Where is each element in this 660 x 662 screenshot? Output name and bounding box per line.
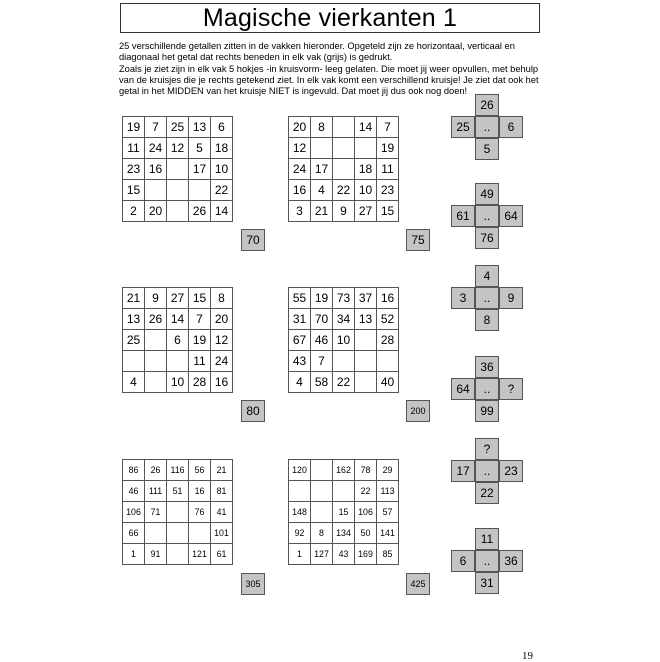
square-cell[interactable]: 10 xyxy=(211,159,233,180)
square-cell[interactable]: 1 xyxy=(123,544,145,565)
cross-right: 36 xyxy=(499,550,523,572)
square-cell[interactable]: 134 xyxy=(333,523,355,544)
table-row xyxy=(289,544,399,565)
square-cell[interactable] xyxy=(355,372,377,393)
table-row xyxy=(289,460,399,481)
cross-top: 49 xyxy=(475,183,499,205)
square-cell[interactable]: 148 xyxy=(289,502,311,523)
table-row xyxy=(123,502,233,523)
table-row xyxy=(289,159,399,180)
square-cell[interactable]: 15 xyxy=(377,201,399,222)
square-cell[interactable]: 51 xyxy=(167,481,189,502)
square-cell[interactable]: 3 xyxy=(289,201,311,222)
table-row xyxy=(289,201,399,222)
table-row xyxy=(123,330,233,351)
square-cell[interactable]: 43 xyxy=(289,351,311,372)
cross-right: 6 xyxy=(499,116,523,138)
cross-center: .. xyxy=(475,550,499,572)
magic-sum-badge: 305 xyxy=(241,573,265,595)
square-cell[interactable]: 20 xyxy=(211,309,233,330)
square-cell[interactable]: 46 xyxy=(123,481,145,502)
square-cell[interactable]: 10 xyxy=(333,330,355,351)
square-cell[interactable]: 50 xyxy=(355,523,377,544)
square-cell[interactable]: 19 xyxy=(189,330,211,351)
table-row xyxy=(123,372,233,393)
square-cell[interactable] xyxy=(377,351,399,372)
cross-bottom: 8 xyxy=(475,309,499,331)
square-cell[interactable]: 15 xyxy=(333,502,355,523)
table-row xyxy=(123,180,233,201)
cross-right: ? xyxy=(499,378,523,400)
square-cell[interactable] xyxy=(189,523,211,544)
square-cell[interactable]: 9 xyxy=(333,201,355,222)
square-cell[interactable]: 8 xyxy=(311,117,333,138)
square-cell[interactable]: 113 xyxy=(377,481,399,502)
square-cell[interactable]: 127 xyxy=(311,544,333,565)
square-cell[interactable] xyxy=(167,523,189,544)
square-cell[interactable]: 11 xyxy=(123,138,145,159)
square-cell[interactable]: 67 xyxy=(289,330,311,351)
intro-paragraph-2: Zoals je ziet zijn in elk vak 5 hokjes -in kruisvorm- leeg gelaten. Die moet jij weer opvullen, met behulp van de kruisjes die je rechts getekend ziet. In elk vak komt een verschillend kruisje! Je ziet dat ook het getal in het MIDDEN van het kruisje NIET is ingevuld. Dat moet jij dus ook nog doen! xyxy=(119,63,539,97)
square-cell[interactable]: 16 xyxy=(189,481,211,502)
table-row xyxy=(123,117,233,138)
square-cell[interactable]: 141 xyxy=(377,523,399,544)
cross-top: 26 xyxy=(475,94,499,116)
square-cell[interactable]: 37 xyxy=(355,288,377,309)
square-cell[interactable]: 71 xyxy=(145,502,167,523)
square-cell[interactable]: 7 xyxy=(189,309,211,330)
square-cell[interactable]: 20 xyxy=(145,201,167,222)
square-cell[interactable]: 13 xyxy=(355,309,377,330)
square-cell[interactable]: 22 xyxy=(355,481,377,502)
table-row xyxy=(289,523,399,544)
square-cell[interactable]: 12 xyxy=(289,138,311,159)
table-row xyxy=(289,309,399,330)
square-cell[interactable]: 55 xyxy=(289,288,311,309)
square-cell[interactable]: 24 xyxy=(211,351,233,372)
square-cell[interactable] xyxy=(145,523,167,544)
table-row xyxy=(123,351,233,372)
square-cell[interactable]: 12 xyxy=(211,330,233,351)
square-cell[interactable] xyxy=(167,544,189,565)
square-cell[interactable] xyxy=(355,351,377,372)
magic-square-3 xyxy=(122,287,233,393)
square-cell[interactable]: 40 xyxy=(377,372,399,393)
square-cell[interactable]: 31 xyxy=(289,309,311,330)
square-cell[interactable]: 12 xyxy=(167,138,189,159)
intro-paragraph-1: 25 verschillende getallen zitten in de vakken hieronder. Opgeteld zijn ze horizontaal, verticaal en diagonaal het getal dat rechts beneden in elk vak (grijs) is gedrukt. xyxy=(119,41,515,63)
cross-left: 61 xyxy=(451,205,475,227)
magic-sum-badge: 425 xyxy=(406,573,430,595)
square-cell[interactable] xyxy=(333,117,355,138)
cross-top: 4 xyxy=(475,265,499,287)
square-cell[interactable] xyxy=(355,330,377,351)
table-row xyxy=(289,502,399,523)
square-cell[interactable] xyxy=(333,481,355,502)
square-cell[interactable]: 120 xyxy=(289,460,311,481)
square-cell[interactable]: 22 xyxy=(333,180,355,201)
square-cell[interactable]: 52 xyxy=(377,309,399,330)
square-cell[interactable] xyxy=(145,330,167,351)
square-cell[interactable]: 101 xyxy=(211,523,233,544)
square-cell[interactable]: 116 xyxy=(167,460,189,481)
square-cell[interactable]: 57 xyxy=(377,502,399,523)
square-cell[interactable]: 21 xyxy=(211,460,233,481)
square-cell[interactable]: 106 xyxy=(355,502,377,523)
square-cell[interactable]: 111 xyxy=(145,481,167,502)
square-cell[interactable]: 76 xyxy=(189,502,211,523)
square-cell[interactable] xyxy=(167,351,189,372)
square-cell[interactable]: 19 xyxy=(123,117,145,138)
square-cell[interactable]: 4 xyxy=(311,180,333,201)
square-cell[interactable]: 6 xyxy=(167,330,189,351)
cross-right: 64 xyxy=(499,205,523,227)
square-cell[interactable]: 20 xyxy=(289,117,311,138)
square-cell[interactable]: 27 xyxy=(167,288,189,309)
square-cell[interactable]: 169 xyxy=(355,544,377,565)
cross-center: .. xyxy=(475,460,499,482)
page-number: 19 xyxy=(522,650,533,662)
cross-left: 3 xyxy=(451,287,475,309)
square-cell[interactable]: 26 xyxy=(145,460,167,481)
square-cell[interactable]: 7 xyxy=(311,351,333,372)
square-cell[interactable]: 14 xyxy=(355,117,377,138)
cross-top: 36 xyxy=(475,356,499,378)
square-cell[interactable]: 46 xyxy=(311,330,333,351)
magic-sum-badge: 200 xyxy=(406,400,430,422)
square-cell[interactable]: 162 xyxy=(333,460,355,481)
table-row xyxy=(289,372,399,393)
square-cell[interactable]: 86 xyxy=(123,460,145,481)
square-cell[interactable] xyxy=(333,351,355,372)
square-cell[interactable]: 34 xyxy=(333,309,355,330)
square-cell[interactable] xyxy=(311,481,333,502)
square-cell[interactable] xyxy=(123,351,145,372)
square-cell[interactable]: 92 xyxy=(289,523,311,544)
square-cell[interactable]: 28 xyxy=(189,372,211,393)
square-cell[interactable]: 13 xyxy=(189,117,211,138)
square-cell[interactable]: 15 xyxy=(123,180,145,201)
square-cell[interactable]: 81 xyxy=(211,481,233,502)
square-cell[interactable]: 10 xyxy=(355,180,377,201)
cross-left: 17 xyxy=(451,460,475,482)
square-cell[interactable]: 56 xyxy=(189,460,211,481)
square-cell[interactable]: 91 xyxy=(145,544,167,565)
cross-bottom: 22 xyxy=(475,482,499,504)
square-cell[interactable]: 8 xyxy=(211,288,233,309)
square-cell[interactable] xyxy=(145,372,167,393)
cross-left: 6 xyxy=(451,550,475,572)
square-cell[interactable]: 8 xyxy=(311,523,333,544)
cross-bottom: 31 xyxy=(475,572,499,594)
cross-left: 64 xyxy=(451,378,475,400)
table-row xyxy=(123,201,233,222)
square-cell[interactable] xyxy=(355,138,377,159)
table-row xyxy=(123,138,233,159)
square-cell[interactable]: 19 xyxy=(377,138,399,159)
square-cell[interactable]: 14 xyxy=(211,201,233,222)
table-row xyxy=(123,523,233,544)
square-cell[interactable]: 73 xyxy=(333,288,355,309)
cross-top: ? xyxy=(475,438,499,460)
square-cell[interactable]: 22 xyxy=(333,372,355,393)
cross-center: .. xyxy=(475,287,499,309)
square-cell[interactable]: 2 xyxy=(123,201,145,222)
intro-text xyxy=(119,41,549,97)
table-row xyxy=(123,159,233,180)
cross-bottom: 99 xyxy=(475,400,499,422)
square-cell[interactable]: 106 xyxy=(123,502,145,523)
square-cell[interactable] xyxy=(333,138,355,159)
square-cell[interactable]: 7 xyxy=(377,117,399,138)
square-cell[interactable] xyxy=(311,460,333,481)
square-cell[interactable]: 16 xyxy=(211,372,233,393)
table-row xyxy=(289,481,399,502)
cross-left: 25 xyxy=(451,116,475,138)
square-cell[interactable] xyxy=(333,159,355,180)
table-row xyxy=(289,330,399,351)
square-cell[interactable]: 21 xyxy=(311,201,333,222)
square-cell[interactable]: 17 xyxy=(311,159,333,180)
square-cell[interactable]: 29 xyxy=(377,460,399,481)
cross-right: 23 xyxy=(499,460,523,482)
square-cell[interactable] xyxy=(167,180,189,201)
square-cell[interactable]: 66 xyxy=(123,523,145,544)
square-cell[interactable]: 26 xyxy=(189,201,211,222)
square-cell[interactable]: 4 xyxy=(289,372,311,393)
square-cell[interactable]: 6 xyxy=(211,117,233,138)
table-row xyxy=(289,180,399,201)
square-cell[interactable]: 5 xyxy=(189,138,211,159)
square-cell[interactable]: 18 xyxy=(355,159,377,180)
magic-sum-badge: 75 xyxy=(406,229,430,251)
table-row xyxy=(289,288,399,309)
square-cell[interactable]: 70 xyxy=(311,309,333,330)
square-cell[interactable]: 26 xyxy=(145,309,167,330)
cross-center: .. xyxy=(475,116,499,138)
cross-bottom: 76 xyxy=(475,227,499,249)
square-cell[interactable]: 9 xyxy=(145,288,167,309)
cross-right: 9 xyxy=(499,287,523,309)
cross-center: .. xyxy=(475,378,499,400)
square-cell[interactable] xyxy=(311,138,333,159)
square-cell[interactable]: 11 xyxy=(377,159,399,180)
square-cell[interactable]: 24 xyxy=(289,159,311,180)
square-cell[interactable]: 121 xyxy=(189,544,211,565)
square-cell[interactable]: 23 xyxy=(377,180,399,201)
square-cell[interactable]: 13 xyxy=(123,309,145,330)
table-row xyxy=(289,117,399,138)
square-cell[interactable] xyxy=(145,351,167,372)
square-cell[interactable]: 22 xyxy=(211,180,233,201)
cross-bottom: 5 xyxy=(475,138,499,160)
table-row xyxy=(289,138,399,159)
square-cell[interactable] xyxy=(145,180,167,201)
square-cell[interactable]: 43 xyxy=(333,544,355,565)
table-row xyxy=(123,309,233,330)
square-cell[interactable]: 16 xyxy=(145,159,167,180)
magic-square-1 xyxy=(122,116,233,222)
table-row xyxy=(289,351,399,372)
square-cell[interactable]: 19 xyxy=(311,288,333,309)
cross-top: 11 xyxy=(475,528,499,550)
magic-square-4 xyxy=(288,287,399,393)
square-cell[interactable]: 27 xyxy=(355,201,377,222)
magic-sum-badge: 80 xyxy=(241,400,265,422)
square-cell[interactable]: 61 xyxy=(211,544,233,565)
square-cell[interactable]: 85 xyxy=(377,544,399,565)
square-cell[interactable]: 11 xyxy=(189,351,211,372)
magic-square-5 xyxy=(122,459,233,565)
square-cell[interactable] xyxy=(289,481,311,502)
square-cell[interactable]: 78 xyxy=(355,460,377,481)
square-cell[interactable]: 1 xyxy=(289,544,311,565)
magic-square-2 xyxy=(288,116,399,222)
square-cell[interactable]: 16 xyxy=(289,180,311,201)
square-cell[interactable]: 25 xyxy=(167,117,189,138)
square-cell[interactable] xyxy=(167,502,189,523)
square-cell[interactable] xyxy=(311,502,333,523)
square-cell[interactable]: 14 xyxy=(167,309,189,330)
square-cell[interactable]: 7 xyxy=(145,117,167,138)
page-title: Magische vierkanten 1 xyxy=(120,3,540,33)
magic-sum-badge: 70 xyxy=(241,229,265,251)
square-cell[interactable]: 15 xyxy=(189,288,211,309)
square-cell[interactable]: 25 xyxy=(123,330,145,351)
square-cell[interactable]: 23 xyxy=(123,159,145,180)
square-cell[interactable]: 24 xyxy=(145,138,167,159)
table-row xyxy=(123,481,233,502)
square-cell[interactable] xyxy=(189,180,211,201)
square-cell[interactable]: 16 xyxy=(377,288,399,309)
table-row xyxy=(123,544,233,565)
square-cell[interactable]: 18 xyxy=(211,138,233,159)
square-cell[interactable]: 21 xyxy=(123,288,145,309)
square-cell[interactable]: 17 xyxy=(189,159,211,180)
square-cell[interactable]: 58 xyxy=(311,372,333,393)
square-cell[interactable]: 28 xyxy=(377,330,399,351)
square-cell[interactable]: 10 xyxy=(167,372,189,393)
magic-square-6 xyxy=(288,459,399,565)
table-row xyxy=(123,460,233,481)
square-cell[interactable]: 4 xyxy=(123,372,145,393)
square-cell[interactable] xyxy=(167,201,189,222)
square-cell[interactable] xyxy=(167,159,189,180)
table-row xyxy=(123,288,233,309)
square-cell[interactable]: 41 xyxy=(211,502,233,523)
cross-center: .. xyxy=(475,205,499,227)
